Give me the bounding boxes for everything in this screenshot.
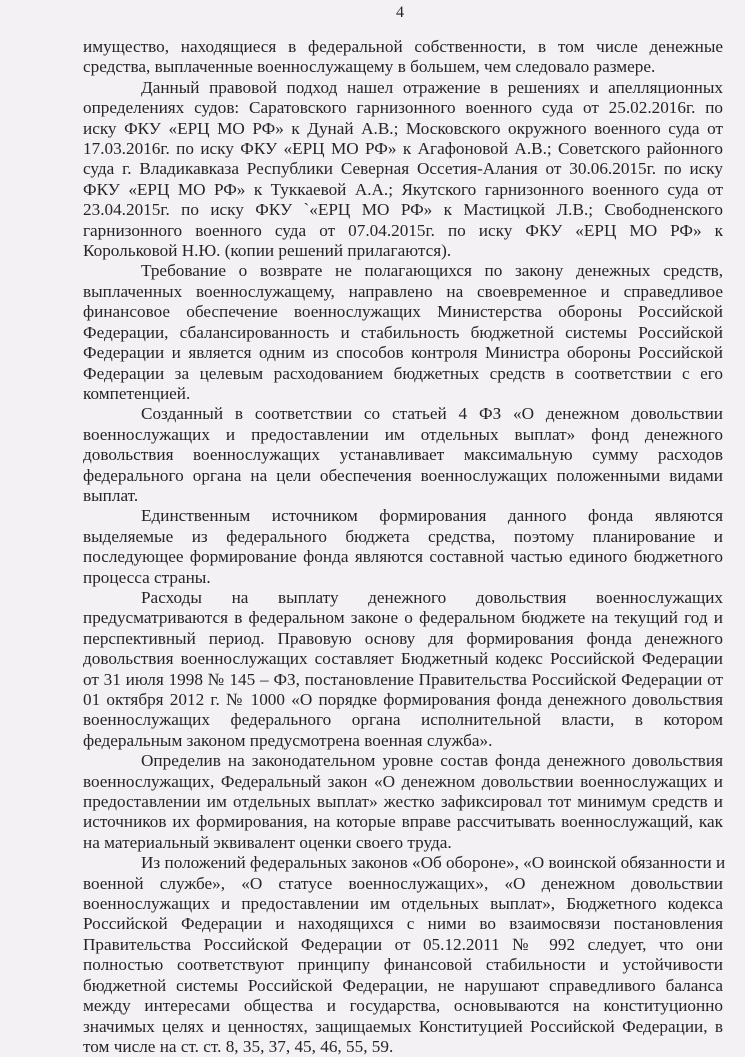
text-line: Расходы на выплату денежного довольствия военнослужащих	[141, 587, 723, 607]
text-line: предусматриваются в федеральном законе о федеральном бюджете на текущий год и	[83, 608, 723, 628]
text-line: федеральным законом предусмотрена военная служба».	[83, 730, 493, 750]
text-line: Требование о возврате не полагающихся по закону денежных средств,	[141, 261, 723, 281]
text-line: иску ФКУ «ЕРЦ МО РФ» к Дунай А.В.; Московского окружного военного суда от	[83, 118, 723, 138]
text-line: процесса страны.	[83, 567, 211, 587]
text-line: последующее формирование фонда являются составной частью единого бюджетного	[83, 547, 723, 567]
text-line: Федерации, сбалансированность и стабильность бюджетной системы Российской	[83, 322, 723, 342]
paragraph	[83, 404, 723, 506]
text-line: военнослужащих и предоставлении им отдельных выплат», Бюджетного кодекса	[83, 894, 723, 914]
paragraph	[83, 588, 723, 751]
text-line: от 31 июля 1998 № 145 – ФЗ, постановление Правительства Российской Федерации от	[83, 669, 723, 689]
text-line: значимых целях и ценностях, защищаемых Конституцией Российской Федерации, в	[83, 1016, 723, 1036]
page-number: 4	[396, 4, 404, 21]
text-line: перспективный период. Правовую основу для формирования фонда денежного	[83, 628, 723, 648]
text-line: 01 октября 2012 г. № 1000 «О порядке формирования фонда денежного довольствия	[83, 690, 723, 709]
text-line: на материальный эквивалент оценки своего труда.	[83, 832, 452, 852]
text-line: средства, выплаченные военнослужащему в большем, чем следовало размере.	[83, 57, 656, 77]
text-line: Правительства Российской Федерации от 05.12.2011 № 992 следует, что они	[83, 934, 723, 954]
text-line: Федерации за целевым расходованием бюджетных средств в соответствии с его	[83, 363, 723, 383]
text-line: определениях судов: Саратовского гарнизонного военного суда от 25.02.2016г. по	[83, 98, 723, 118]
paragraph	[83, 853, 726, 1057]
text-line: выплат.	[83, 485, 139, 505]
text-line: военнослужащих и предоставлении им отдельных выплат» фонд денежного	[83, 424, 723, 444]
text-line: 17.03.2016г. по иску ФКУ «ЕРЦ МО РФ» к Агафоновой А.В.; Советского районного	[83, 139, 723, 159]
text-line: Определив на законодательном уровне состав фонда денежного довольствия	[141, 751, 723, 771]
text-line: ФКУ «ЕРЦ МО РФ» к Туккаевой А.А.; Якутского гарнизонного военного суда от	[83, 179, 723, 199]
text-line: бюджетной системы Российской Федерации, не нарушают справедливого баланса	[83, 975, 723, 995]
text-line: Данный правовой подход нашел отражение в решениях и апелляционных	[141, 77, 723, 97]
text-line: компетенцией.	[83, 383, 191, 403]
text-line: выплаченных военнослужащему, направлено на своевременное и справедливое	[83, 281, 723, 301]
text-line: военной службе», «О статусе военнослужащих», «О денежном довольствии	[83, 873, 723, 893]
text-line: военнослужащих федерального органа исполнительной власти, в котором	[83, 710, 723, 730]
paragraph	[83, 37, 723, 78]
text-line: том числе на ст. ст. 8, 35, 37, 45, 46, 55, 59.	[83, 1036, 394, 1056]
text-line: Единственным источником формирования данного фонда являются	[141, 506, 723, 526]
text-line: источников их формирования, на которые вправе рассчитывать военнослужащий, как	[83, 812, 723, 832]
text-line: Российской Федерации и находящихся с ними во взаимосвязи постановления	[83, 914, 723, 934]
text-line: Созданный в соответствии со статьей 4 ФЗ «О денежном довольствии	[141, 404, 723, 424]
text-line: полностью соответствуют принципу финансовой стабильности и устойчивости	[83, 955, 723, 975]
text-line: федерального органа на цели обеспечения военнослужащих положенными видами	[83, 465, 723, 485]
text-line: между интересами общества и государства, основываются на конституционно	[83, 996, 723, 1016]
paragraph	[83, 506, 723, 588]
text-line: финансовое обеспечение военнослужащих Министерства обороны Российской	[83, 302, 723, 322]
text-line: довольствия военнослужащих составляет Бюджетный кодекс Российской Федерации	[83, 649, 723, 669]
text-line: Из положений федеральных законов «Об обороне», «О воинской обязанности и	[141, 853, 726, 873]
text-line: имущество, находящиеся в федеральной собственности, в том числе денежные	[83, 37, 723, 56]
paragraph	[83, 78, 723, 262]
text-line: 23.04.2015г. по иску ФКУ `«ЕРЦ МО РФ» к Мастицкой Л.В.; Свободненского	[83, 200, 723, 220]
text-line: выделяемые из федерального бюджета средства, поэтому планирование и	[83, 526, 723, 546]
text-line: суда г. Владикавказа Республики Северная Оссетия-Алания от 30.06.2015г. по иску	[83, 159, 723, 179]
paragraph	[83, 751, 723, 853]
text-line: предоставлении им отдельных выплат» жестко зафиксировал тот минимум средств и	[83, 792, 723, 812]
text-line: Корольковой Н.Ю. (копии решений прилагаются).	[83, 241, 452, 261]
document-body	[83, 37, 726, 1057]
paragraph	[83, 261, 723, 404]
text-line: довольствия военнослужащих устанавливает максимальную сумму расходов	[83, 445, 723, 465]
text-line: военнослужащих, Федеральный закон «О денежном довольствии военнослужащих и	[83, 771, 723, 791]
text-line: гарнизонного военного суда от 07.04.2015г. по иску ФКУ «ЕРЦ МО РФ» к	[83, 220, 723, 240]
text-line: Федерации и является одним из способов контроля Министра обороны Российской	[83, 343, 723, 363]
